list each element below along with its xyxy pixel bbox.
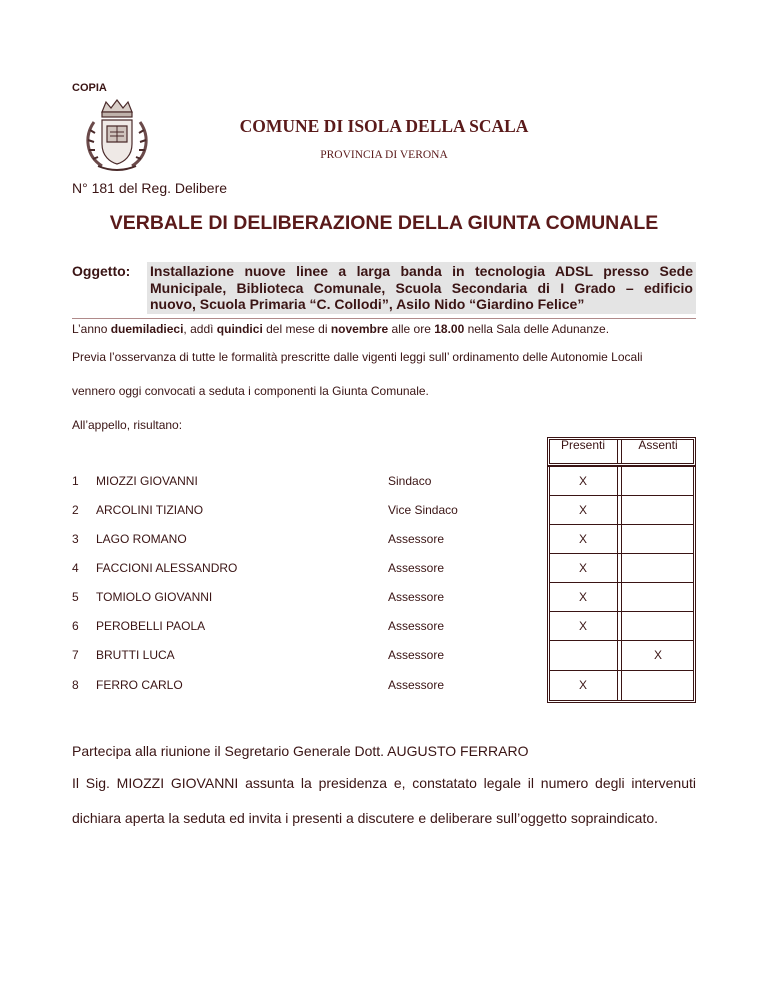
member-number: 3: [72, 532, 79, 546]
intro-anno: duemiladieci: [110, 322, 184, 336]
vennero-paragraph: vennero oggi convocati a seduta i componenti la Giunta Comunale.: [72, 384, 429, 398]
intro-ora: 18.00: [434, 322, 465, 336]
member-number: 1: [72, 474, 79, 488]
oggetto-text: [147, 262, 696, 314]
presente-mark: X: [578, 619, 587, 633]
member-name: ARCOLINI TIZIANO: [96, 503, 204, 517]
member-role: Vice Sindaco: [388, 503, 458, 517]
oggetto-line-2: Municipale, Biblioteca Comunale, Scuola Secondaria di I Grado – edificio: [150, 279, 693, 296]
member-number: 2: [72, 503, 79, 517]
table-row: [0, 640, 768, 669]
table-row: [0, 611, 768, 640]
section-divider: [72, 318, 696, 319]
presidenza-paragraph-line-1: Il Sig. MIOZZI GIOVANNI assunta la presidenza e, constatato legale il numero degli intervenuti: [72, 775, 696, 791]
member-role: Sindaco: [388, 474, 432, 488]
member-role: Assessore: [388, 561, 445, 575]
intro-suffix: nella Sala delle Adunanze.: [464, 322, 610, 336]
previa-paragraph: Previa l’osservanza di tutte le formalità prescritte dalle vigenti leggi sull’ ordinamento delle Autonomie Locali: [72, 350, 643, 364]
table-row: [0, 524, 768, 553]
intro-prefix: L’anno: [72, 322, 111, 336]
partecipa-paragraph: Partecipa alla riunione il Segretario Generale Dott. AUGUSTO FERRARO: [72, 743, 529, 759]
intro-mese: novembre: [330, 322, 389, 336]
presente-mark: X: [578, 474, 587, 488]
column-header-presenti: Presenti: [560, 438, 606, 452]
member-name: LAGO ROMANO: [96, 532, 187, 546]
member-name: FERRO CARLO: [96, 678, 183, 692]
presidenza-paragraph-line-2: dichiara aperta la seduta ed invita i presenti a discutere e deliberare sull’oggetto sopraindicato.: [72, 810, 659, 826]
comune-title: COMUNE DI ISOLA DELLA SCALA: [239, 116, 529, 136]
presente-mark: X: [578, 678, 587, 692]
column-header-assenti: Assenti: [638, 438, 678, 452]
member-name: MIOZZI GIOVANNI: [96, 474, 198, 488]
intro-giorno: quindici: [216, 322, 263, 336]
table-row: [0, 495, 768, 524]
oggetto-line-3: nuovo, Scuola Primaria “C. Collodi”, Asilo Nido “Giardino Felice”: [150, 296, 585, 312]
table-row: [0, 582, 768, 611]
member-number: 5: [72, 590, 79, 604]
intro-paragraph: [72, 322, 609, 336]
presente-mark: X: [578, 590, 587, 604]
intro-mid2: del mese di: [262, 322, 331, 336]
assente-mark: X: [653, 648, 662, 662]
registro-delibere: N° 181 del Reg. Delibere: [72, 180, 228, 196]
table-row: [0, 670, 768, 699]
presente-mark: X: [578, 561, 587, 575]
intro-mid1: , addì: [183, 322, 217, 336]
member-role: Assessore: [388, 678, 445, 692]
member-number: 8: [72, 678, 79, 692]
member-number: 6: [72, 619, 79, 633]
provincia-subtitle: PROVINCIA DI VERONA: [320, 149, 448, 161]
member-role: Assessore: [388, 619, 445, 633]
member-name: TOMIOLO GIOVANNI: [96, 590, 213, 604]
oggetto-label: Oggetto:: [72, 263, 131, 279]
member-name: BRUTTI LUCA: [96, 648, 175, 662]
presente-mark: X: [578, 503, 587, 517]
presente-mark: X: [578, 532, 587, 546]
member-name: FACCIONI ALESSANDRO: [96, 561, 238, 575]
table-row: [0, 553, 768, 582]
member-name: PEROBELLI PAOLA: [96, 619, 206, 633]
intro-mid3: alle ore: [388, 322, 435, 336]
member-number: 4: [72, 561, 79, 575]
table-row: [0, 466, 768, 495]
member-role: Assessore: [388, 532, 445, 546]
member-role: Assessore: [388, 648, 445, 662]
member-role: Assessore: [388, 590, 445, 604]
copia-label: COPIA: [72, 82, 107, 94]
oggetto-line-1: Installazione nuove linee a larga banda in tecnologia ADSL presso Sede: [150, 263, 693, 279]
member-number: 7: [72, 648, 79, 662]
appello-paragraph: All’appello, risultano:: [72, 418, 183, 432]
document-title: VERBALE DI DELIBERAZIONE DELLA GIUNTA COMUNALE: [109, 212, 659, 234]
